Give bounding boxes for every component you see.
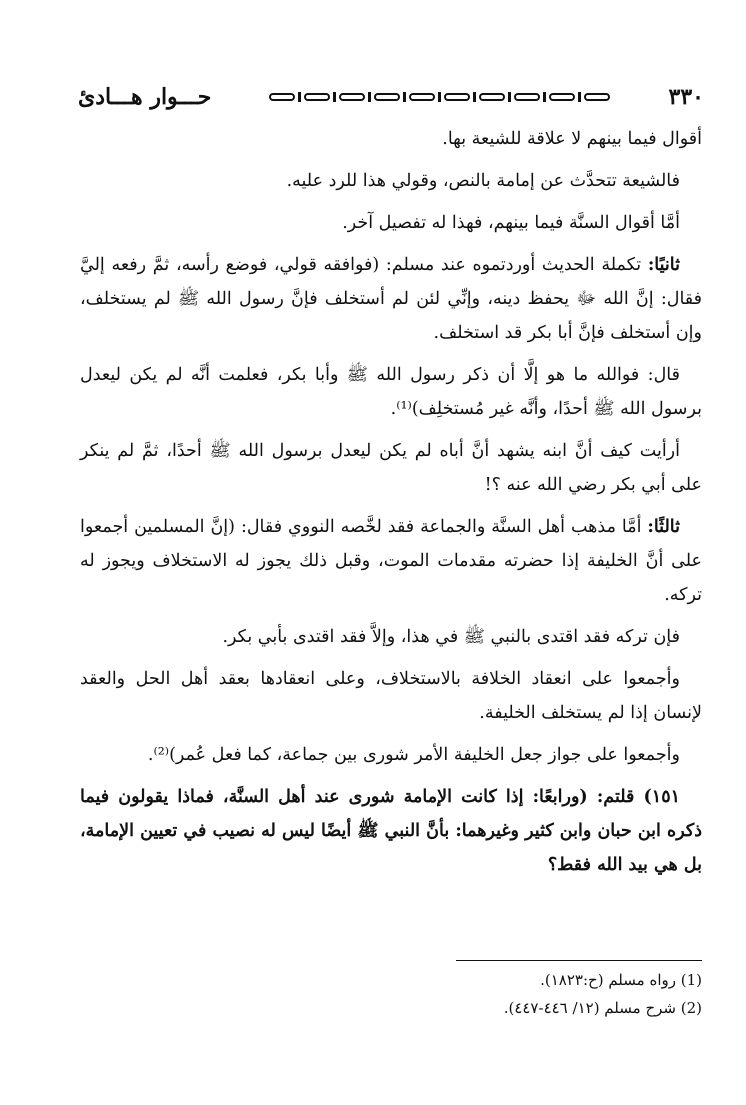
paragraph: قال: فوالله ما هو إلَّا أن ذكر رسول الله ﷺ وأبا بكر، فعلمت أنَّه لم يكن ليعدل برسول الله ﷺ أحدًا، وأنَّه غير مُستخلِف)⁽¹⁾. bbox=[80, 365, 702, 419]
paragraph: وأجمعوا على انعقاد الخلافة بالاستخلاف، وعلى انعقادها بعقد أهل الحل والعقد لإنسان إذا لم يستخلف الخليفة. bbox=[80, 669, 702, 723]
book-title: حـــوار هـــادئ bbox=[78, 84, 212, 110]
paragraph: أمَّا أقوال السنَّة فيما بينهم، فهذا له تفصيل آخر. bbox=[342, 213, 680, 233]
paragraph: فالشيعة تتحدَّث عن إمامة بالنص، وقولي هذا للرد عليه. bbox=[286, 171, 680, 191]
paragraph: ثالثًا: أمَّا مذهب أهل السنَّة والجماعة فقد لخَّصه النووي فقال: (إنَّ المسلمين أجمعوا على أنَّ الخليفة إذا حضرته مقدمات الموت، وقبل ذلك يجوز له الاستخلاف ويجوز له تركه. bbox=[80, 517, 702, 605]
page-header bbox=[78, 84, 704, 110]
page-body bbox=[80, 122, 702, 890]
paragraph: وأجمعوا على جواز جعل الخليفة الأمر شورى بين جماعة، كما فعل عُمر)⁽²⁾. bbox=[147, 745, 680, 765]
paragraph: فإن تركه فقد اقتدى بالنبي ﷺ في هذا، وإلاَّ فقد اقتدى بأبي بكر. bbox=[222, 627, 680, 647]
paragraph: ثانيًا: تكملة الحديث أوردتموه عند مسلم: (فوافقه قولي، فوضع رأسه، ثمَّ رفعه إليَّ فقال: إنَّ الله ﷻ يحفظ دينه، وإنِّي لئن لم أستخلف فإنَّ رسول الله ﷺ لم يستخلف، وإن أستخلف فإنَّ أبا بكر قد استخلف. bbox=[80, 255, 702, 343]
header-ornament bbox=[221, 90, 658, 104]
paragraph-question: ١٥١) قلتم: (ورابعًا: إذا كانت الإمامة شورى عند أهل السنَّة، فماذا يقولون فيما ذكره ابن حبان وابن كثير وغيرهما: بأنَّ النبي ﷺ أيضًا ليس له نصيب في تعيين الإمامة، بل هي بيد الله فقط؟ bbox=[80, 787, 702, 875]
paragraph: أقوال فيما بينهم لا علاقة للشيعة بها. bbox=[442, 129, 702, 149]
section-label: ثالثًا: bbox=[647, 517, 680, 537]
footnote-divider bbox=[456, 960, 702, 961]
footnote: (1) رواه مسلم (ح:١٨٢٣). bbox=[540, 971, 702, 989]
footnote: (2) شرح مسلم (١٢/ ٤٤٦-٤٤٧). bbox=[503, 999, 702, 1017]
footnotes bbox=[80, 966, 702, 1022]
paragraph: أرأيت كيف أنَّ ابنه يشهد أنَّ أباه لم يكن ليعدل برسول الله ﷺ أحدًا، ثمَّ لم ينكر على أبي بكر رضي الله عنه ؟! bbox=[80, 441, 702, 495]
section-label: ثانيًا: bbox=[647, 255, 680, 275]
page-number: ٣٣٠ bbox=[668, 84, 704, 110]
